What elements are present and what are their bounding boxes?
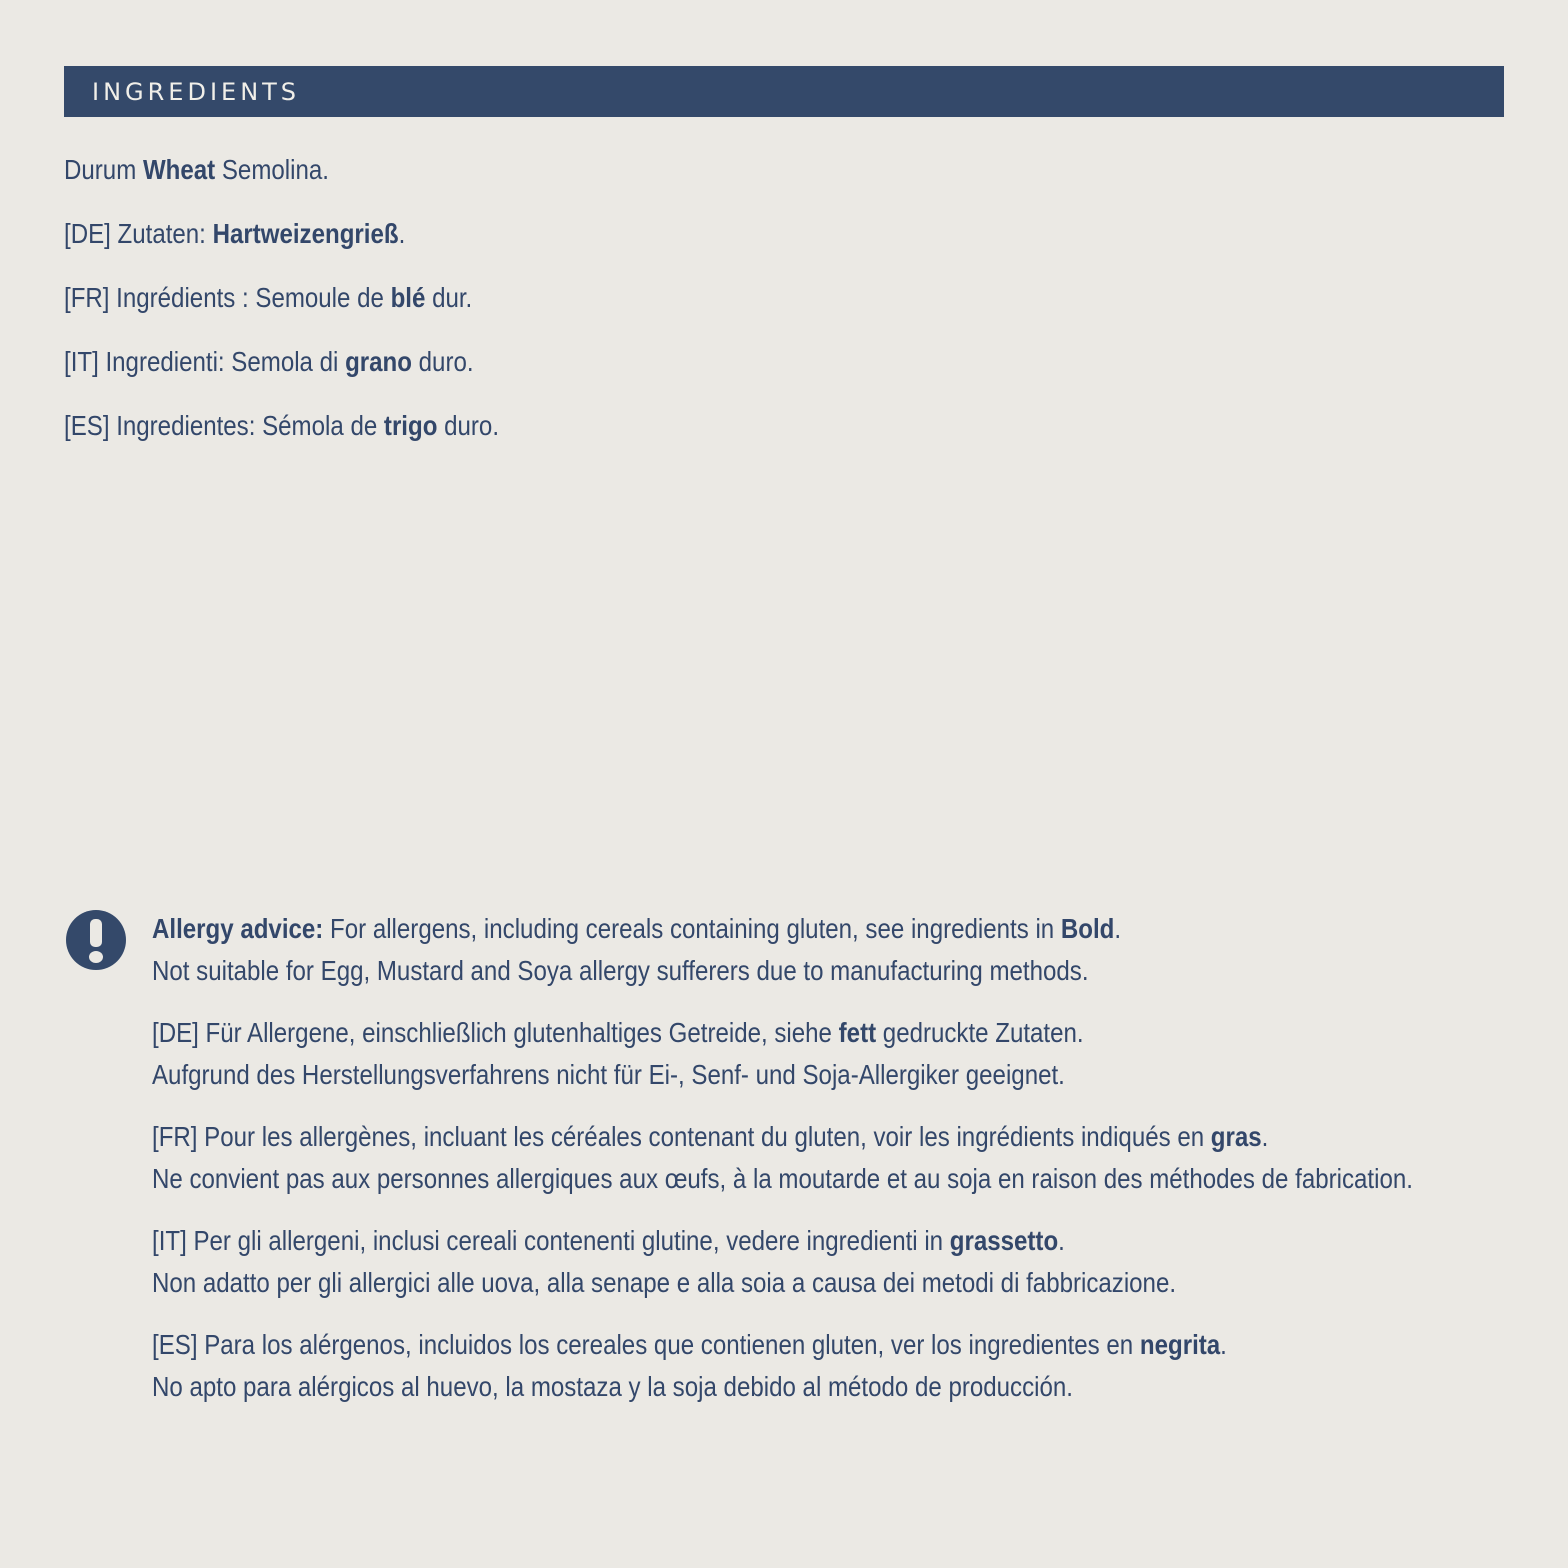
allergy-advice-label: Allergy advice: [152, 913, 324, 944]
allergy-fr-line1-text: [FR] Pour les allergènes, incluant les céréales contenant du gluten, voir les ingrédients indiqués en [152, 1121, 1211, 1152]
ingredients-es-text-end: duro. [437, 410, 500, 441]
ingredients-en-text-end: Semolina. [215, 154, 329, 185]
allergy-block-it [152, 1220, 1552, 1304]
allergy-en-line1 [152, 908, 1356, 950]
allergy-block-en [152, 908, 1552, 992]
allergy-de-bold-word: fett [838, 1017, 877, 1048]
allergy-en-line1-text: For allergens, including cereals containing gluten, see ingredients in [323, 913, 1061, 944]
ingredients-it-text-end: duro. [411, 346, 474, 377]
allergy-it-line1-end: . [1058, 1225, 1065, 1256]
allergy-es-line1 [152, 1324, 1356, 1366]
allergy-block-de [152, 1012, 1552, 1096]
ingredients-fr-text: [FR] Ingrédients : Semoule de [64, 282, 391, 313]
ingredients-fr-allergen: blé [390, 282, 426, 313]
allergy-fr-line1-end: . [1261, 1121, 1269, 1152]
allergy-de-line1-text: [DE] Für Allergene, einschließlich glutenhaltiges Getreide, siehe [152, 1017, 839, 1048]
ingredients-en-allergen: Wheat [142, 154, 216, 185]
ingredients-es [64, 406, 1302, 446]
allergy-de-line1 [152, 1012, 1356, 1054]
ingredients-en [64, 150, 1302, 190]
ingredients-fr [64, 278, 1302, 318]
allergy-advice-text [152, 908, 1552, 1428]
allergy-it-line1-text: [IT] Per gli allergeni, inclusi cereali contenenti glutine, vedere ingredienti in [152, 1225, 950, 1256]
allergy-fr-line1 [152, 1116, 1356, 1158]
exclamation-icon [66, 910, 126, 970]
allergy-es-line1-end: . [1220, 1329, 1227, 1360]
ingredients-de [64, 214, 1302, 254]
allergy-block-fr [152, 1116, 1552, 1200]
allergy-fr-bold-word: gras [1210, 1121, 1262, 1152]
allergy-es-line1-text: [ES] Para los alérgenos, incluidos los cereales que contienen gluten, ver los ingredientes en [152, 1329, 1140, 1360]
ingredients-de-text-end: . [398, 218, 406, 249]
allergy-en-line2: Not suitable for Egg, Mustard and Soya allergy sufferers due to manufacturing methods. [152, 955, 1089, 986]
ingredients-fr-text-end: dur. [425, 282, 473, 313]
ingredients-list [64, 150, 1504, 470]
ingredients-it-allergen: grano [345, 346, 412, 377]
ingredients-it [64, 342, 1302, 382]
ingredients-es-text: [ES] Ingredientes: Sémola de [64, 410, 384, 441]
ingredients-en-text: Durum [64, 154, 143, 185]
allergy-de-line2: Aufgrund des Herstellungsverfahrens nicht für Ei-, Senf- und Soja-Allergiker geeignet. [152, 1059, 1065, 1090]
allergy-block-es [152, 1324, 1552, 1408]
allergy-en-bold-word: Bold [1060, 913, 1115, 944]
ingredients-de-text: [DE] Zutaten: [64, 218, 213, 249]
ingredients-de-allergen: Hartweizengrieß [212, 218, 399, 249]
allergy-it-line1 [152, 1220, 1356, 1262]
allergy-it-bold-word: grassetto [949, 1225, 1059, 1256]
ingredients-it-text: [IT] Ingredienti: Semola di [64, 346, 346, 377]
ingredients-es-allergen: trigo [383, 410, 438, 441]
section-title: INGREDIENTS [92, 77, 301, 106]
allergy-de-line1-end: gedruckte Zutaten. [876, 1017, 1084, 1048]
allergy-fr-line2: Ne convient pas aux personnes allergiques aux œufs, à la moutarde et au soja en raison des méthodes de fabrication. [152, 1163, 1413, 1194]
section-header-bar [64, 66, 1504, 117]
allergy-es-line2: No apto para alérgicos al huevo, la mostaza y la soja debido al método de producción. [152, 1371, 1073, 1402]
allergy-it-line2: Non adatto per gli allergici alle uova, alla senape e alla soia a causa dei metodi di fabbricazione. [152, 1267, 1177, 1298]
allergy-en-line1-end: . [1114, 913, 1122, 944]
allergy-es-bold-word: negrita [1139, 1329, 1221, 1360]
